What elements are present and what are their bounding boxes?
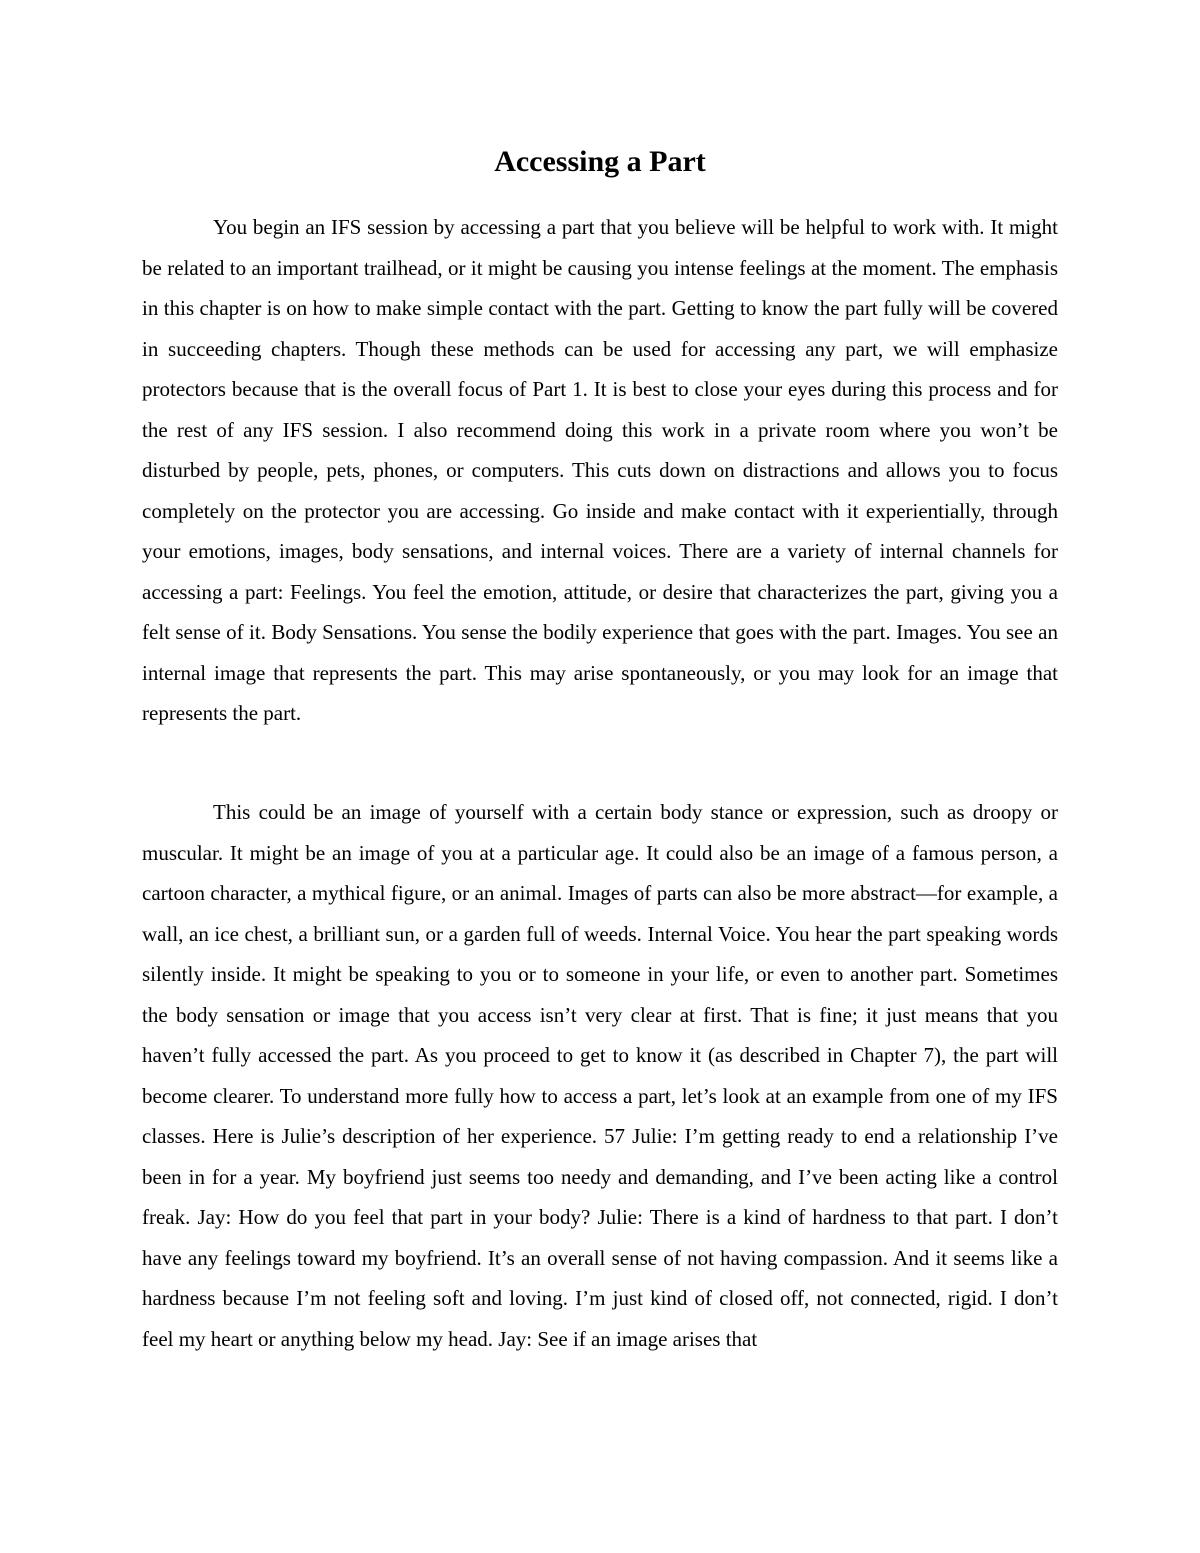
page-title: Accessing a Part [494,145,706,178]
paragraph-1: You begin an IFS session by accessing a part that you believe will be helpful to work with. It might be related to an important trailhead, or it might be causing you intense feelings at the moment. The emphasis in this chapter is on how to make simple contact with the part. Getting to know the part fully will be covered in succeeding chapters. Though these methods can be used for accessing any part, we will emphasize protectors because that is the overall focus of Part 1. It is best to close your eyes during this process and for the rest of any IFS session. I also recommend doing this work in a private room where you won’t be disturbed by people, pets, phones, or computers. This cuts down on distractions and allows you to focus completely on the protector you are accessing. Go inside and make contact with it experientially, through your emotions, images, body sensations, and internal voices. There are a variety of internal channels for accessing a part: Feelings. You feel the emotion, attitude, or desire that characterizes the part, giving you a felt sense of it. Body Sensations. You sense the bodily experience that goes with the part. Images. You see an internal image that represents the part. This may arise spontaneously, or you may look for an image that represents the part. [142,215,1058,725]
paragraph-2: This could be an image of yourself with a certain body stance or expression, such as droopy or muscular. It might be an image of you at a particular age. It could also be an image of a famous person, a cartoon character, a mythical figure, or an animal. Images of parts can also be more abstract—for example, a wall, an ice chest, a brilliant sun, or a garden full of weeds. Internal Voice. You hear the part speaking words silently inside. It might be speaking to you or to someone in your life, or even to another part. Sometimes the body sensation or image that you access isn’t very clear at first. That is fine; it just means that you haven’t fully accessed the part. As you proceed to get to know it (as described in Chapter 7), the part will become clearer. To understand more fully how to access a part, let’s look at an example from one of my IFS classes. Here is Julie’s description of her experience. 57 Julie: I’m getting ready to end a relationship I’ve been in for a year. My boyfriend just seems too needy and demanding, and I’ve been acting like a control freak. Jay: How do you feel that part in your body? Julie: There is a kind of hardness to that part. I don’t have any feelings toward my boyfriend. It’s an overall sense of not having compassion. And it seems like a hardness because I’m not feeling soft and loving. I’m just kind of closed off, not connected, rigid. I don’t feel my heart or anything below my head. Jay: See if an image arises that [142,800,1058,1351]
